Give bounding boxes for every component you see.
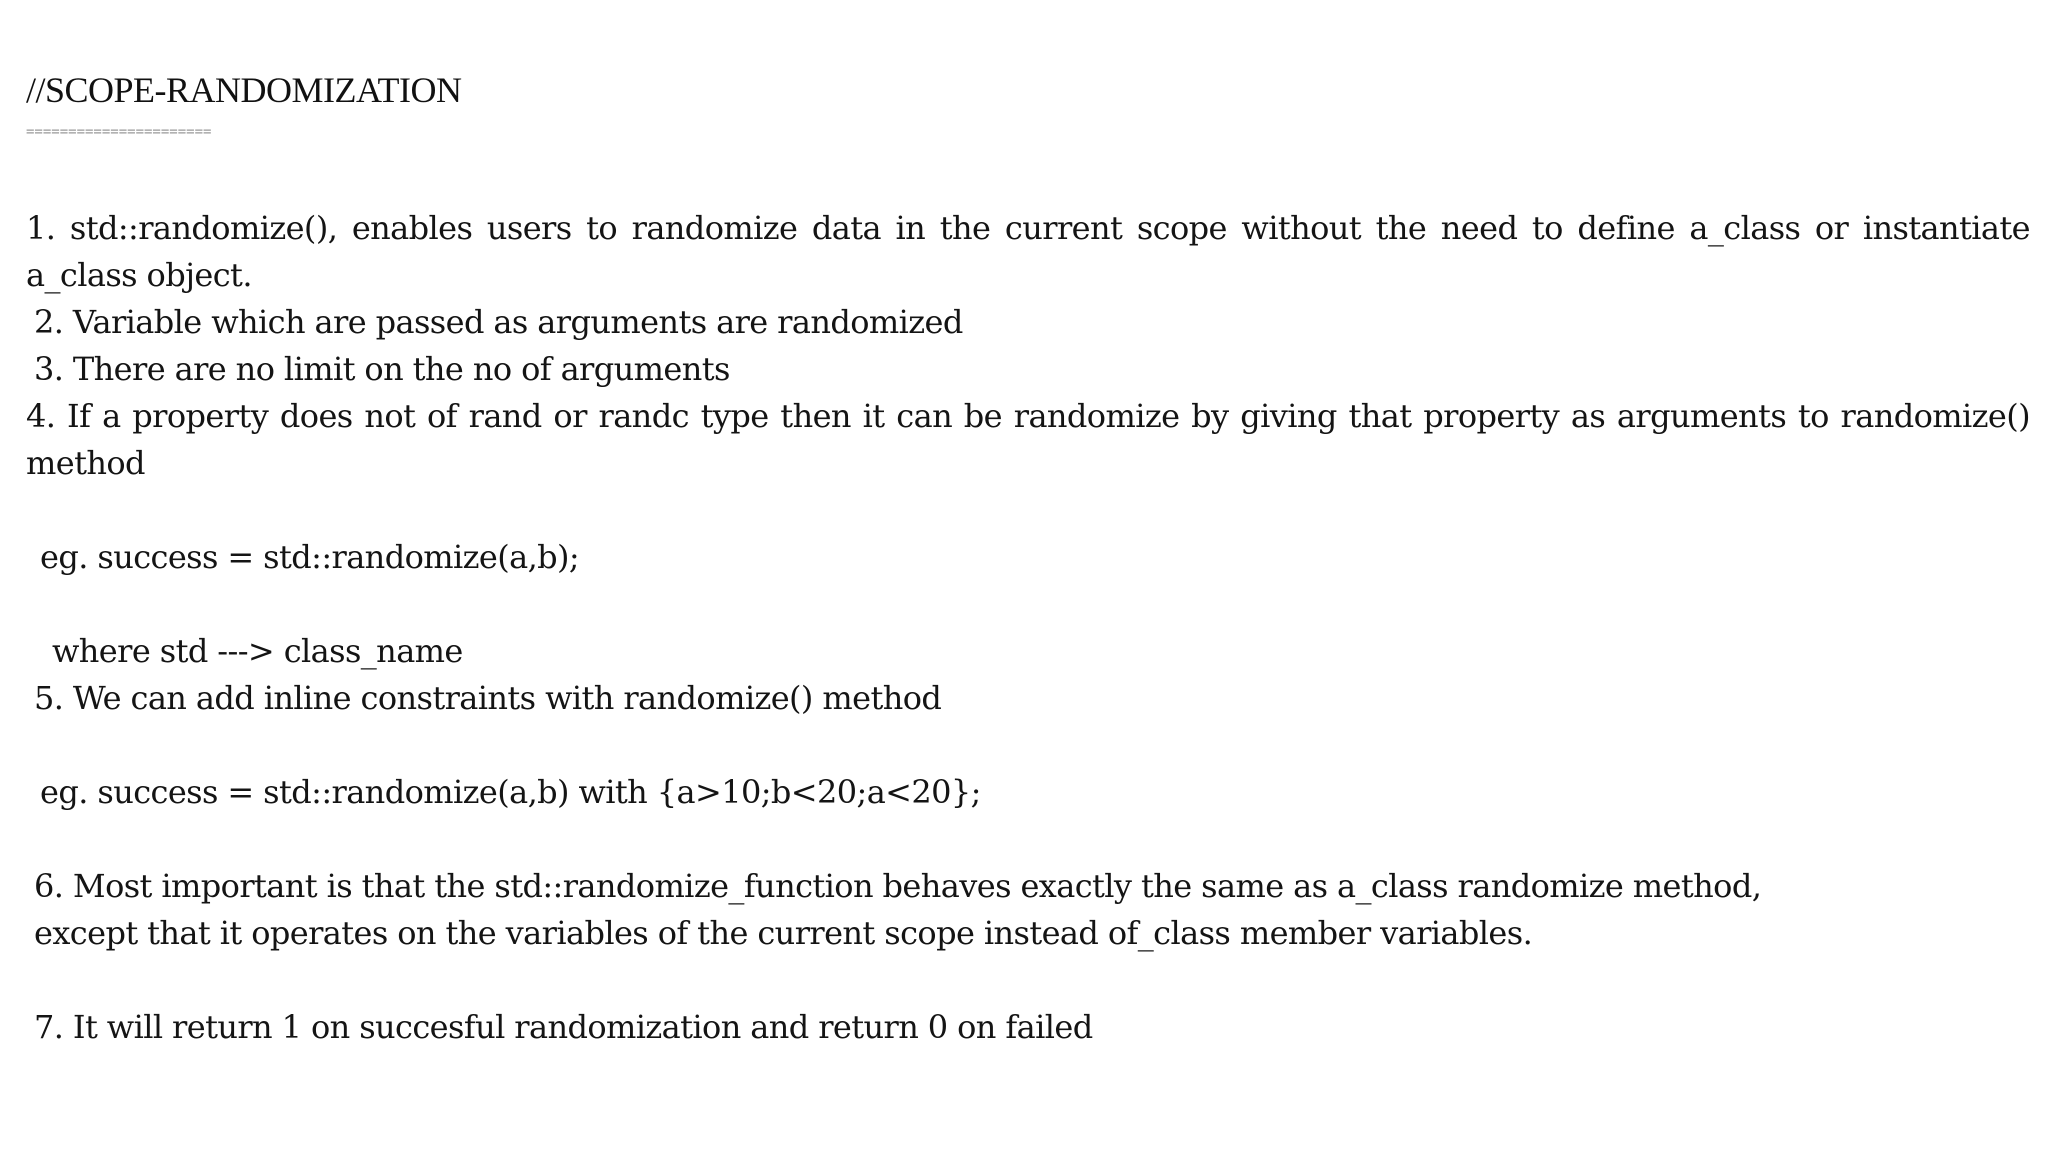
example-1-note: where std ---> class_name bbox=[52, 632, 463, 670]
example-2: eg. success = std::randomize(a,b) with {a>10;b<20;a<20}; bbox=[40, 773, 981, 811]
point-4-line-1: 4. If a property does not of rand or randc type then it can be randomize by giving that property as arguments to randomize() bbox=[26, 397, 2030, 435]
document-body bbox=[26, 205, 2036, 1051]
point-1-line-1: 1. std::randomize(), enables users to randomize data in the current scope without the need to define a_class or instantiate bbox=[26, 209, 2030, 247]
page-title: //SCOPE-RANDOMIZATION bbox=[26, 70, 462, 110]
blank-line bbox=[26, 581, 2036, 628]
point-7: 7. It will return 1 on succesful randomization and return 0 on failed bbox=[34, 1008, 1093, 1046]
example-1: eg. success = std::randomize(a,b); bbox=[40, 538, 580, 576]
point-6-line-1: 6. Most important is that the std::randomize_function behaves exactly the same as a_class randomize method, bbox=[34, 867, 1762, 905]
blank-line bbox=[26, 722, 2036, 769]
point-4-line-2: method bbox=[26, 444, 145, 482]
point-3: 3. There are no limit on the no of arguments bbox=[34, 350, 730, 388]
point-1-line-2: a_class object. bbox=[26, 256, 252, 294]
point-6-line-2: except that it operates on the variables of the current scope instead of_class member variables. bbox=[34, 914, 1533, 952]
blank-line bbox=[26, 816, 2036, 863]
blank-line bbox=[26, 957, 2036, 1004]
title-underline: ====================== bbox=[26, 124, 212, 140]
blank-line bbox=[26, 487, 2036, 534]
point-5: 5. We can add inline constraints with randomize() method bbox=[34, 679, 942, 717]
point-2: 2. Variable which are passed as arguments are randomized bbox=[34, 303, 963, 341]
